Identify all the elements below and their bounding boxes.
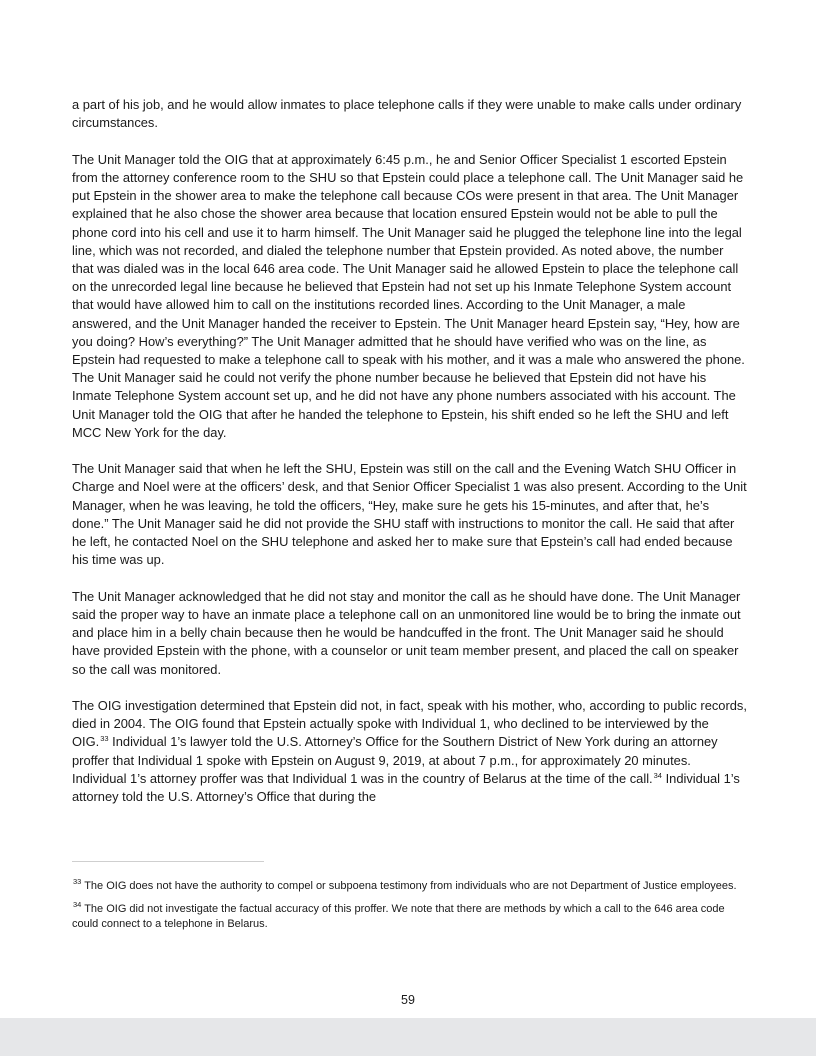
- footnote-reference[interactable]: 34: [653, 770, 662, 780]
- footnote: [72, 879, 748, 895]
- footnotes: [72, 879, 748, 940]
- footnote: [72, 899, 748, 933]
- paragraph-text: The OIG investigation determined that Epstein did not, in fact, speak with his mother, who, according to public records, died in 2004. The OIG found that Epstein actually spoke with Individual 1, who declined to be interviewed by the OIG.: [72, 698, 747, 750]
- paragraph: The Unit Manager acknowledged that he did not stay and monitor the call as he should have done. The Unit Manager said the proper way to have an inmate place a telephone call on an unmonitored line would be to bring the inmate out and place him in a belly chain because then he would be handcuffed in the front. The Unit Manager said he should have provided Epstein with the phone, with a counselor or unit team member present, and placed the call on speaker so the call was monitored.: [72, 588, 741, 677]
- footnote-divider: [72, 861, 264, 862]
- footnote-number: 33: [73, 877, 82, 886]
- footnote-text: The OIG does not have the authority to compel or subpoena testimony from individuals who are not Department of Justice employees.: [81, 880, 737, 892]
- footnote-reference[interactable]: 33: [100, 734, 109, 744]
- footnote-number: 34: [73, 899, 82, 909]
- body-text: [72, 96, 748, 825]
- page-number: 59: [401, 993, 415, 1007]
- paragraph: [72, 697, 748, 806]
- paragraph: The Unit Manager said that when he left the SHU, Epstein was still on the call and the Evening Watch SHU Officer in Charge and Noel were at the officers’ desk, and that Senior Officer Specialist 1 was also present. According to the Unit Manager, when he was leaving, he told the officers, “Hey, make sure he gets his 15-minutes, and after that, he’s done.” The Unit Manager said he did not provide the SHU staff with instructions to monitor the call. He said that after he left, he contacted Noel on the SHU telephone and asked her to make sure that Epstein’s call had ended because his time was up.: [72, 461, 747, 568]
- viewer-background: [0, 1018, 816, 1056]
- footnote-text: The OIG did not investigate the factual accuracy of this proffer. We note that there are methods by which a call to the 646 area code could connect to a telephone in Belarus.: [72, 902, 725, 931]
- paragraph-text: Individual 1’s lawyer told the U.S. Attorney’s Office for the Southern District of New York during an attorney proffer that Individual 1 spoke with Epstein on August 9, 2019, at about 7 p.m., for approximately 20 minutes. Individual 1’s attorney proffer was that Individual 1 was in the country of Belarus at the time of the call.: [72, 734, 718, 786]
- paragraph-text: Individual 1’s attorney told the U.S. Attorney’s Office that during the: [72, 770, 740, 805]
- paragraph: a part of his job, and he would allow inmates to place telephone calls if they were unable to make calls under ordinary circumstances.: [72, 97, 742, 131]
- paragraph: The Unit Manager told the OIG that at approximately 6:45 p.m., he and Senior Officer Specialist 1 escorted Epstein from the attorney conference room to the SHU so that Epstein could place a telephone call. The Unit Manager said he put Epstein in the shower area to make the telephone call because COs were present in that area. The Unit Manager explained that he also chose the shower area because that location ensured Epstein would not be able to pull the phone cord into his cell and use it to harm himself. The Unit Manager said he plugged the telephone line into the legal line, which was not recorded, and dialed the telephone number that Epstein provided. As noted above, the number that was dialed was in the local 646 area code. The Unit Manager said he allowed Epstein to place the telephone call on the unrecorded legal line because he believed that Epstein had not set up his Inmate Telephone System account that would have allowed him to call on the institutions recorded lines. According to the Unit Manager, a male answered, and the Unit Manager handed the receiver to Epstein. The Unit Manager heard Epstein say, “Hey, how are you doing? How’s everything?” The Unit Manager admitted that he should have verified who was on the line, as Epstein had requested to make a telephone call to speak with his mother, and it was a male who answered the phone. The Unit Manager said he could not verify the phone number because he believed that Epstein did not have his Inmate Telephone System account set up, and he did not have any phone numbers associated with his account. The Unit Manager told the OIG that after he handed the telephone to Epstein, his shift ended so he left the SHU and left MCC New York for the day.: [72, 151, 745, 440]
